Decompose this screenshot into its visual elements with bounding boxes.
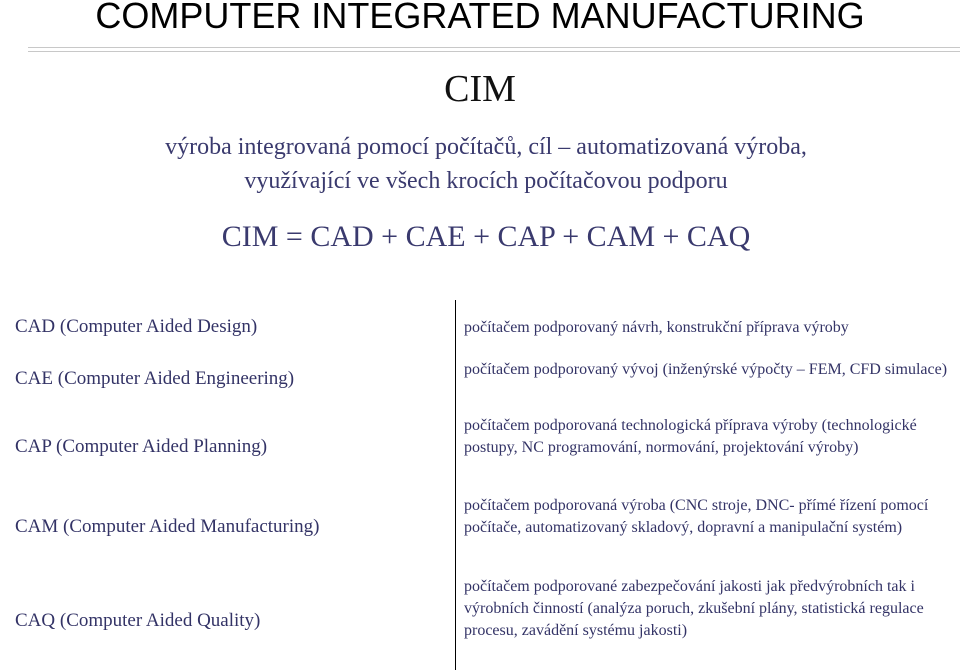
term-cad: CAD (Computer Aided Design): [15, 316, 258, 337]
description-caq: počítačem podporované zabezpečování jakosti jak předvýrobních tak i výrobních činností (analýza poruch, zkušební plány, statistická regulace procesu, zavádění systému jakosti): [464, 578, 924, 639]
equation: CIM = CAD + CAE + CAP + CAM + CAQ: [221, 220, 751, 253]
description-cad: počítačem podporovaný návrh, konstrukční příprava výroby: [464, 319, 849, 336]
definition-line-1: výroba integrovaná pomocí počítačů, cíl – automatizovaná výroba,: [165, 134, 807, 160]
definition-line-2: využívající ve všech krocích počítačovou podporu: [244, 168, 728, 194]
acronym-heading: CIM: [444, 68, 516, 110]
column-divider: [455, 300, 456, 670]
description-cam: počítačem podporovaná výroba (CNC stroje, DNC- přímé řízení pomocí počítače, automatizovaný skladový, dopravní a manipulační systém): [464, 497, 929, 536]
term-caq: CAQ (Computer Aided Quality): [15, 610, 261, 631]
term-cae: CAE (Computer Aided Engineering): [15, 368, 295, 389]
title-underline: [28, 47, 960, 52]
term-cam: CAM (Computer Aided Manufacturing): [15, 516, 320, 537]
description-cap: počítačem podporovaná technologická příprava výroby (technologické postupy, NC programování, normování, projektování výroby): [464, 417, 917, 456]
description-cae: počítačem podporovaný vývoj (inženýrské výpočty – FEM, CFD simulace): [464, 361, 948, 378]
page-title: COMPUTER INTEGRATED MANUFACTURING: [95, 0, 865, 36]
definition-text: [0, 130, 960, 198]
term-cap: CAP (Computer Aided Planning): [15, 436, 268, 457]
